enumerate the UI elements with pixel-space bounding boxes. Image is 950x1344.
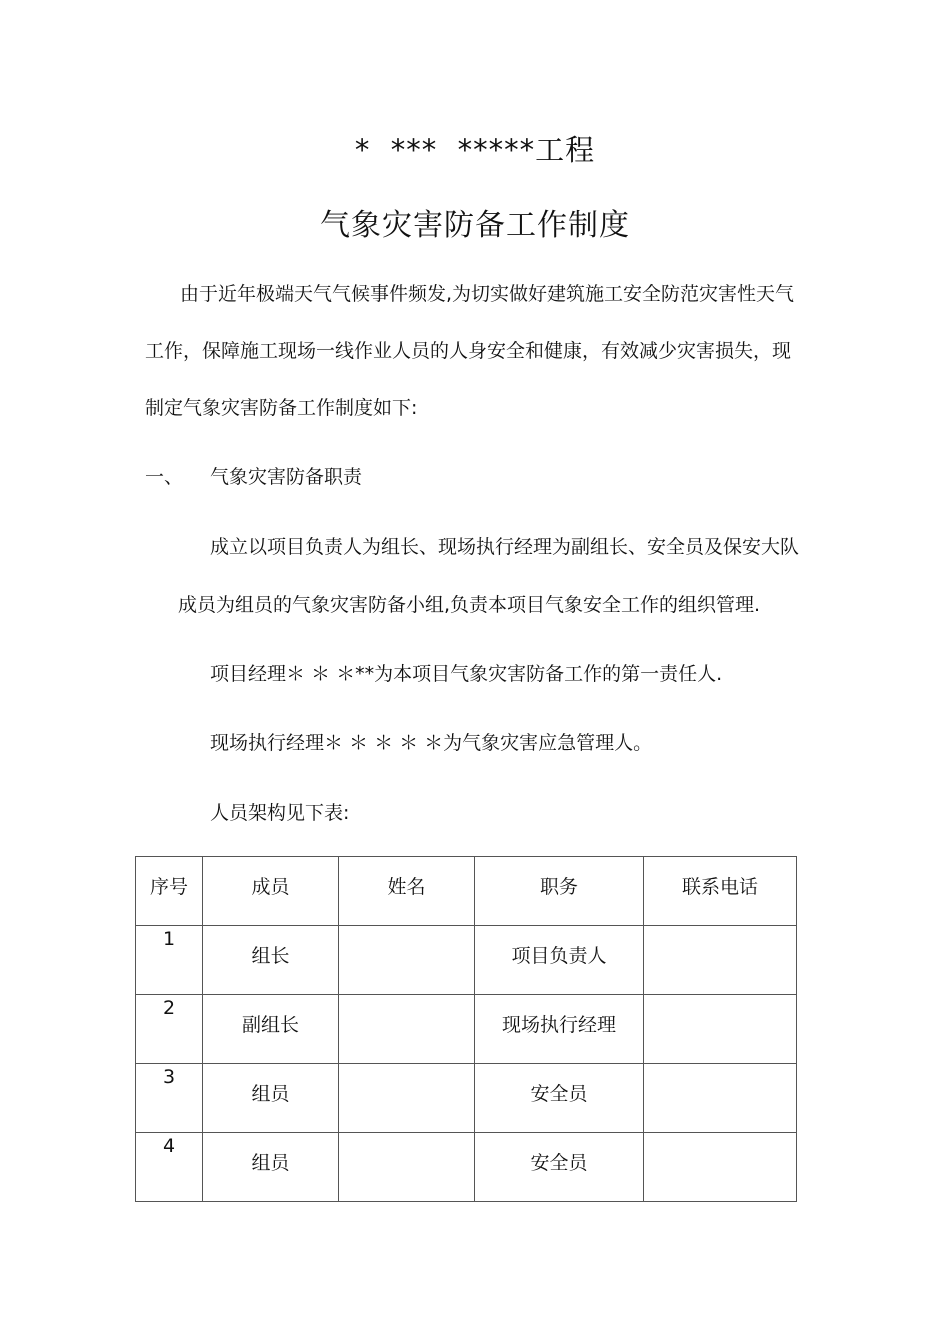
- paragraph-2: 项目经理＊ ＊ ＊**为本项目气象灾害防备工作的第一责任人.: [210, 663, 723, 685]
- table-cell: 项目负责人: [475, 926, 644, 995]
- table-header-row: [136, 857, 797, 926]
- table-header-cell: 联系电话: [644, 857, 797, 926]
- table-cell: 副组长: [203, 995, 339, 1064]
- table-cell: [339, 1064, 475, 1133]
- table-cell: 现场执行经理: [475, 995, 644, 1064]
- table-header-cell: 姓名: [339, 857, 475, 926]
- table-cell: [644, 926, 797, 995]
- table-cell: [644, 1133, 797, 1202]
- table-cell: 4: [136, 1133, 203, 1202]
- intro-line-2: 工作，保障施工现场一线作业人员的人身安全和健康，有效减少灾害损失，现: [145, 340, 792, 362]
- table-header-cell: 成员: [203, 857, 339, 926]
- table-cell: 1: [136, 926, 203, 995]
- paragraph-3: 现场执行经理＊ ＊ ＊ ＊ ＊为气象灾害应急管理人。: [210, 732, 653, 754]
- table-cell: 安全员: [475, 1064, 644, 1133]
- table-cell: [339, 995, 475, 1064]
- table-cell: 组员: [203, 1064, 339, 1133]
- table-cell: [644, 995, 797, 1064]
- table-row: [136, 926, 797, 995]
- table-row: [136, 1064, 797, 1133]
- document-title: 气象灾害防备工作制度: [320, 208, 630, 243]
- staff-table: [135, 856, 797, 1202]
- table-header-cell: 序号: [136, 857, 203, 926]
- table-cell: 3: [136, 1064, 203, 1133]
- section-number: 一、: [145, 466, 184, 488]
- table-cell: [339, 1133, 475, 1202]
- table-cell: 组员: [203, 1133, 339, 1202]
- paragraph-1-line-2: 成员为组员的气象灾害防备小组,负责本项目气象安全工作的组织管理.: [178, 594, 761, 616]
- table-cell: 组长: [203, 926, 339, 995]
- table-header-cell: 职务: [475, 857, 644, 926]
- table-cell: [644, 1064, 797, 1133]
- table-cell: 2: [136, 995, 203, 1064]
- table-row: [136, 995, 797, 1064]
- table-row: [136, 1133, 797, 1202]
- intro-line-1: 由于近年极端天气气候事件频发,为切实做好建筑施工安全防范灾害性天气: [180, 283, 795, 305]
- table-cell: [339, 926, 475, 995]
- project-title: * *** *****工程: [354, 133, 596, 167]
- intro-line-3: 制定气象灾害防备工作制度如下:: [145, 397, 418, 419]
- paragraph-4: 人员架构见下表:: [210, 802, 350, 824]
- table-cell: 安全员: [475, 1133, 644, 1202]
- section-heading: 气象灾害防备职责: [210, 466, 363, 488]
- paragraph-1-line-1: 成立以项目负责人为组长、现场执行经理为副组长、安全员及保安大队: [210, 536, 800, 558]
